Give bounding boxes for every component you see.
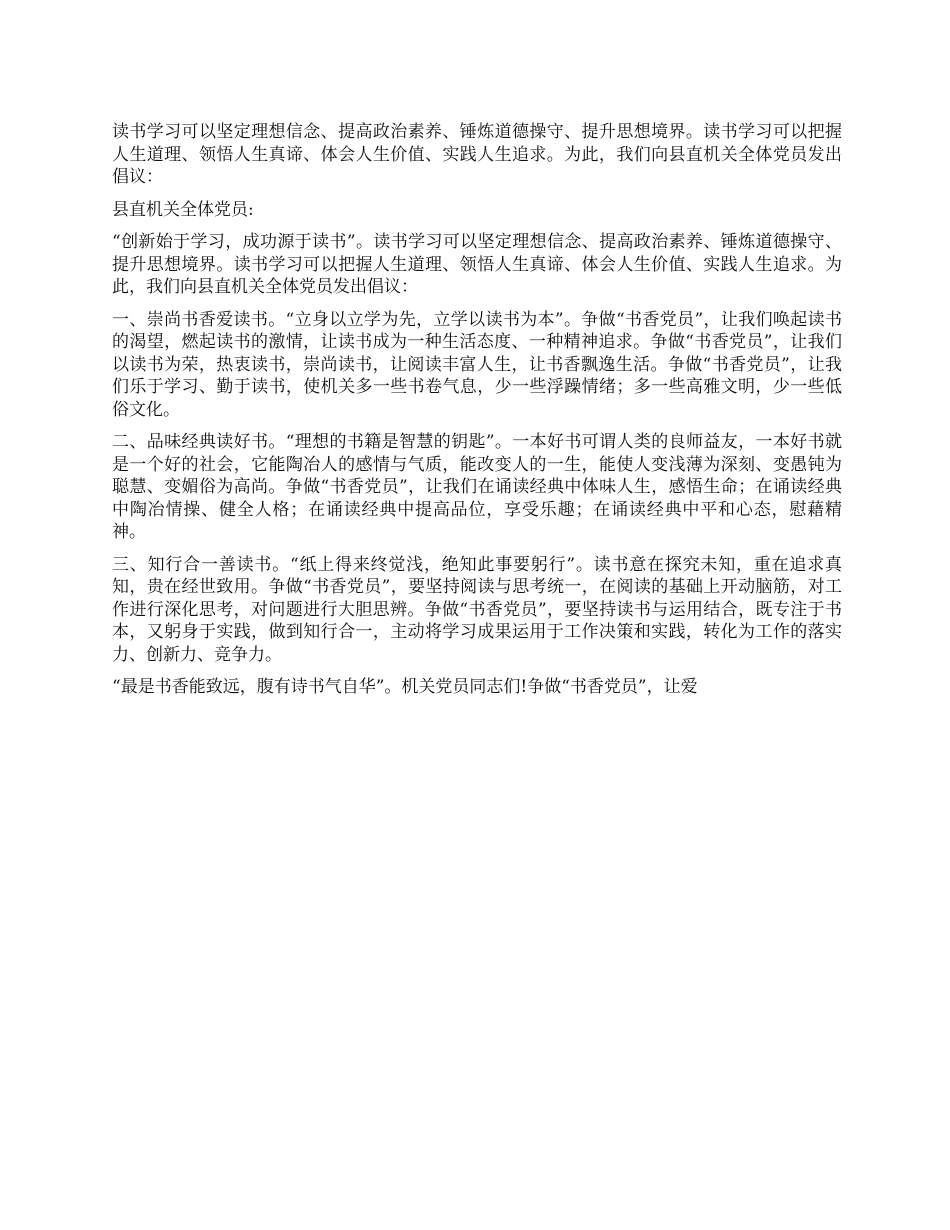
proposal-one-paragraph: 一、崇尚书香爱读书。“立身以立学为先，立学以读书为本”。争做“书香党员”，让我们唤起读书的渴望，燃起读书的激情，让读书成为一种生活态度、一种精神追求。争做“书香党员”，让我们以读书为荣，热衷读书，崇尚读书，让阅读丰富人生，让书香飘逸生活。争做“书香党员”，让我们乐于学习、勤于读书，使机关多一些书卷气息，少一些浮躁情绪；多一些高雅文明，少一些低俗文化。 xyxy=(112,309,842,420)
intro-paragraph: 读书学习可以坚定理想信念、提高政治素养、锤炼道德操守、提升思想境界。读书学习可以把握人生道理、领悟人生真谛、体会人生价值、实践人生追求。为此，我们向县直机关全体党员发出倡议： xyxy=(112,122,842,187)
proposal-two-paragraph: 二、品味经典读好书。“理想的书籍是智慧的钥匙”。一本好书可谓人类的良师益友，一本好书就是一个好的社会，它能陶冶人的感情与气质，能改变人的一生，能使人变浅薄为深刻、变愚钝为聪慧、变媚俗为高尚。争做“书香党员”，让我们在诵读经典中体味人生，感悟生命；在诵读经典中陶冶情操、健全人格；在诵读经典中提高品位，享受乐趣；在诵读经典中平和心态，慰藉精神。 xyxy=(112,432,842,542)
salutation-paragraph: 县直机关全体党员: xyxy=(112,199,254,220)
document-body xyxy=(112,121,842,709)
opening-paragraph: “创新始于学习，成功源于读书”。读书学习可以坚定理想信念、提高政治素养、锤炼道德操守、提升思想境界。读书学习可以把握人生道理、领悟人生真谛、体会人生价值、实践人生追求。为此，我们向县直机关全体党员发出倡议： xyxy=(112,232,842,297)
proposal-three-paragraph: 三、知行合一善读书。“纸上得来终觉浅，绝知此事要躬行”。读书意在探究未知，重在追求真知，贵在经世致用。争做“书香党员”，要坚持阅读与思考统一，在阅读的基础上开动脑筋，对工作进行深化思考，对问题进行大胆思辨。争做“书香党员”，要坚持读书与运用结合，既专注于书本，又躬身于实践，做到知行合一，主动将学习成果运用于工作决策和实践，转化为工作的落实力、创新力、竞争力。 xyxy=(112,554,842,665)
closing-paragraph: “最是书香能致远，腹有诗书气自华”。机关党员同志们!争做“书香党员”，让爱 xyxy=(112,677,698,697)
